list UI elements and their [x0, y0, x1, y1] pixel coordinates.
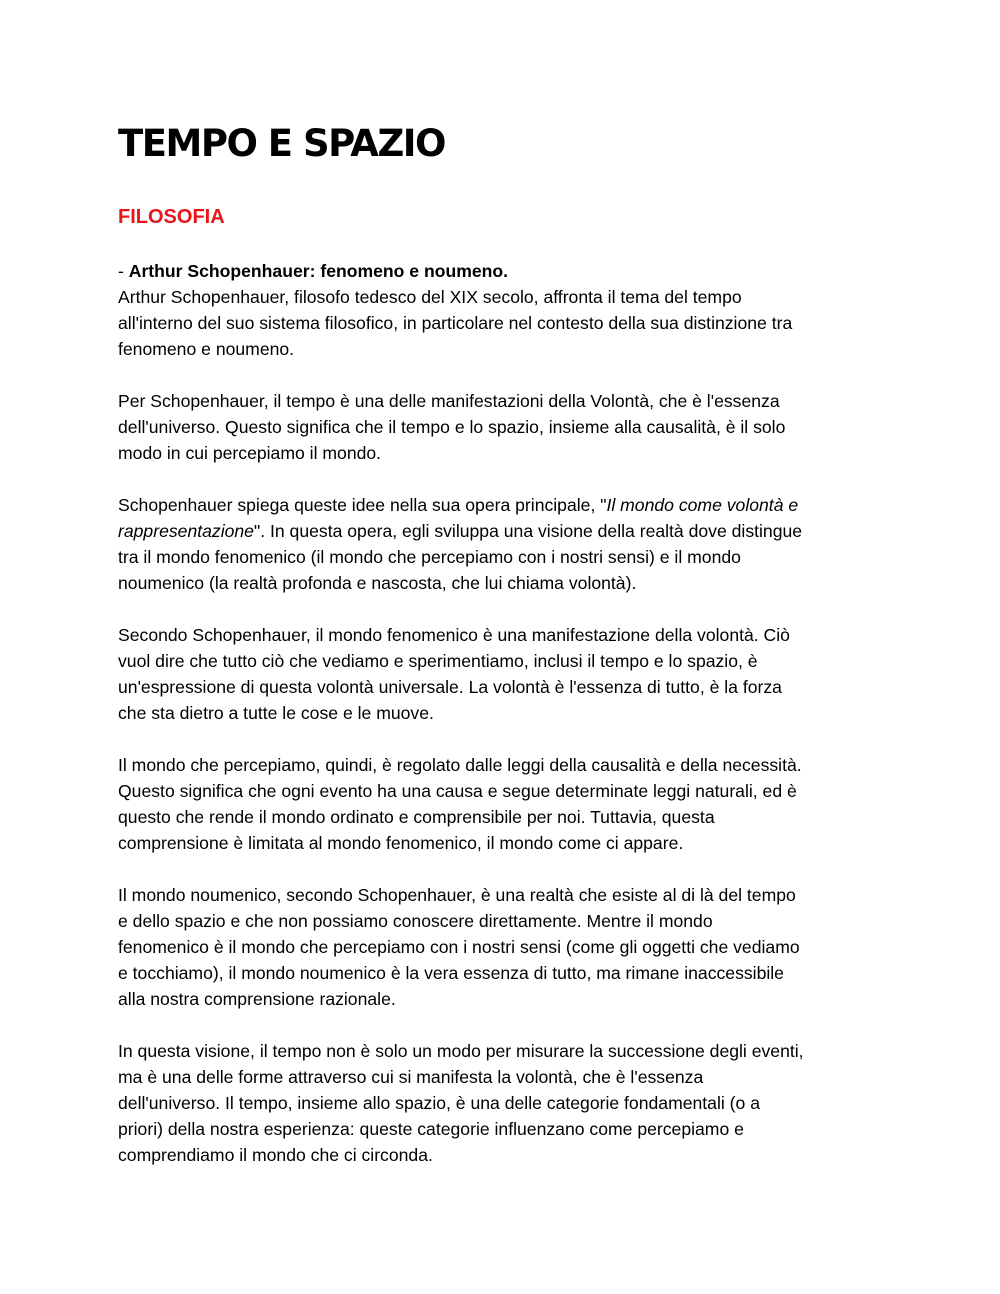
paragraph-7-line-2: ma è una delle forme attraverso cui si manifesta la volontà, che è l'essenza: [118, 1067, 704, 1087]
paragraph-3-line-4: noumenico (la realtà profonda e nascosta, che lui chiama volontà).: [118, 573, 637, 593]
paragraph-7-line-1: In questa visione, il tempo non è solo un modo per misurare la successione degli eventi,: [118, 1041, 804, 1061]
subheading-line: [118, 258, 888, 284]
paragraph-4-line-3: un'espressione di questa volontà universale. La volontà è l'essenza di tutto, è la forza: [118, 677, 782, 697]
paragraph-5-line-3: questo che rende il mondo ordinato e comprensibile per noi. Tuttavia, questa: [118, 807, 715, 827]
book-title-part-1: Il mondo come volontà e: [606, 495, 799, 515]
subheading-paragraph: [118, 258, 888, 362]
paragraph-5-line-2: Questo significa che ogni evento ha una causa e segue determinate leggi naturali, ed è: [118, 781, 797, 801]
section-heading: FILOSOFIA: [118, 206, 225, 228]
paragraph-5-line-1: Il mondo che percepiamo, quindi, è regolato dalle leggi della causalità e della necessità.: [118, 755, 802, 775]
paragraph-2-line-1: Per Schopenhauer, il tempo è una delle manifestazioni della Volontà, che è l'essenza: [118, 391, 780, 411]
paragraph-4-line-4: che sta dietro a tutte le cose e le muove.: [118, 703, 434, 723]
paragraph-3-line-1-text: Schopenhauer spiega queste idee nella sua opera principale, ": [118, 495, 607, 515]
paragraph-7: [118, 1038, 888, 1168]
paragraph-1-line-3: fenomeno e noumeno.: [118, 339, 295, 359]
paragraph-1-line-2: all'interno del suo sistema filosofico, in particolare nel contesto della sua distinzione tra: [118, 313, 793, 333]
paragraph-4: [118, 622, 888, 726]
page-title: TEMPO E SPAZIO: [118, 122, 445, 165]
paragraph-2-line-2: dell'universo. Questo significa che il tempo e lo spazio, insieme alla causalità, è il solo: [118, 417, 786, 437]
paragraph-5: [118, 752, 888, 856]
paragraph-6-line-2: e dello spazio e che non possiamo conoscere direttamente. Mentre il mondo: [118, 911, 713, 931]
paragraph-3-line-2: [118, 518, 888, 544]
paragraph-5-line-4: comprensione è limitata al mondo fenomenico, il mondo come ci appare.: [118, 833, 684, 853]
paragraph-7-line-4: priori) della nostra esperienza: queste categorie influenzano come percepiamo e: [118, 1119, 744, 1139]
book-title-part-2: rappresentazione: [118, 521, 254, 541]
paragraph-3: [118, 492, 888, 596]
paragraph-7-line-5: comprendiamo il mondo che ci circonda.: [118, 1145, 433, 1165]
paragraph-6: [118, 882, 888, 1012]
paragraph-6-line-1: Il mondo noumenico, secondo Schopenhauer, è una realtà che esiste al di là del tempo: [118, 885, 796, 905]
paragraph-6-line-5: alla nostra comprensione razionale.: [118, 989, 396, 1009]
paragraph-1-line-1: Arthur Schopenhauer, filosofo tedesco del XIX secolo, affronta il tema del tempo: [118, 287, 742, 307]
subheading-text: Arthur Schopenhauer: fenomeno e noumeno.: [128, 261, 509, 281]
paragraph-3-line-3: tra il mondo fenomenico (il mondo che percepiamo con i nostri sensi) e il mondo: [118, 547, 741, 567]
document-body: [118, 258, 888, 1194]
paragraph-6-line-3: fenomenico è il mondo che percepiamo con i nostri sensi (come gli oggetti che vediamo: [118, 937, 800, 957]
paragraph-4-line-2: vuol dire che tutto ciò che vediamo e sperimentiamo, inclusi il tempo e lo spazio, è: [118, 651, 758, 671]
paragraph-4-line-1: Secondo Schopenhauer, il mondo fenomenico è una manifestazione della volontà. Ciò: [118, 625, 790, 645]
paragraph-3-line-1: [118, 492, 888, 518]
subheading-prefix: -: [118, 261, 129, 281]
paragraph-2: [118, 388, 888, 466]
paragraph-7-line-3: dell'universo. Il tempo, insieme allo spazio, è una delle categorie fondamentali (o a: [118, 1093, 760, 1113]
paragraph-2-line-3: modo in cui percepiamo il mondo.: [118, 443, 382, 463]
paragraph-3-line-2-text: ". In questa opera, egli sviluppa una visione della realtà dove distingue: [253, 521, 803, 541]
paragraph-6-line-4: e tocchiamo), il mondo noumenico è la vera essenza di tutto, ma rimane inaccessibile: [118, 963, 784, 983]
